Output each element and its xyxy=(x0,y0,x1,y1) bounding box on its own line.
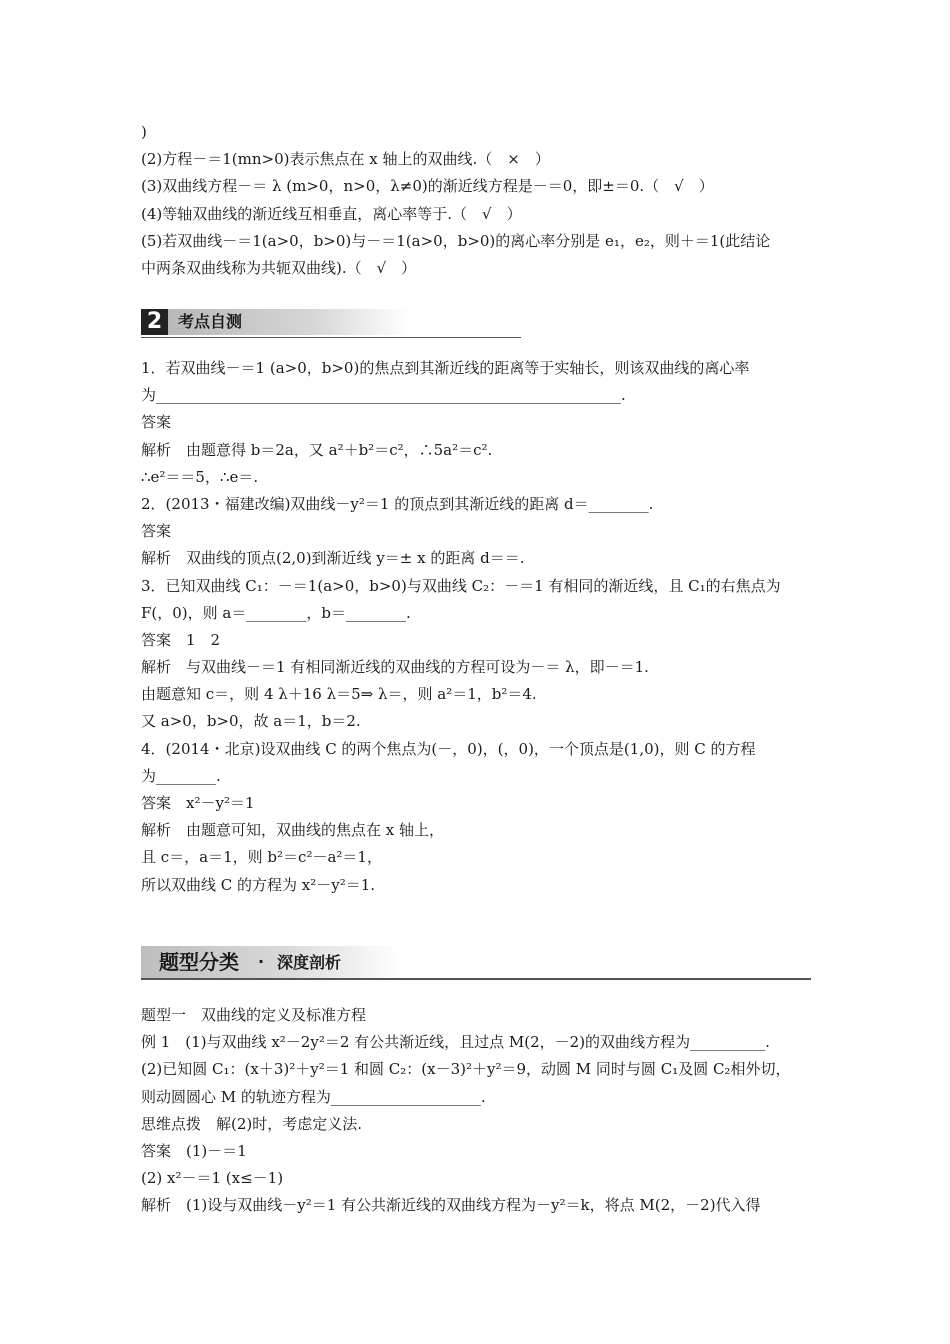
exercise-line: 4．(2014・北京)设双曲线 C 的两个焦点为(－，0)，(，0)，一个顶点是(1,0)，则 C 的方程 xyxy=(141,739,756,758)
section-separator-dot: · xyxy=(258,952,265,971)
exercise-line: 3．已知双曲线 C₁：－＝1(a>0，b>0)与双曲线 C₂：－＝1 有相同的渐近线，且 C₁的右焦点为 xyxy=(141,576,781,595)
content-line: (2) x²－＝1 (x≤－1) xyxy=(141,1169,284,1188)
exercise-line: 1．若双曲线－＝1 (a>0，b>0)的焦点到其渐近线的距离等于实轴长，则该双曲线的离心率 xyxy=(141,359,750,377)
exercise-line: 答案 x²－y²＝1 xyxy=(141,794,255,812)
exercise-line: 答案 1 2 xyxy=(141,630,221,649)
section-subtitle: 深度剖析 xyxy=(277,953,342,972)
exercise-line: 为______________________________________________________________. xyxy=(141,386,626,405)
content-line: 则动圆圆心 M 的轨迹方程为____________________. xyxy=(141,1087,486,1106)
exercise-line: ∴e²＝＝5，∴e＝. xyxy=(141,467,259,486)
self-test-exercises xyxy=(141,355,813,899)
judge-line: 中两条双曲线称为共轭双曲线).（ √ ） xyxy=(141,258,417,277)
content-line: 解析 (1)设与双曲线－y²＝1 有公共渐近线的双曲线方程为－y²＝k，将点 M(2，－2)代入得 xyxy=(141,1196,761,1215)
section-number: 2 xyxy=(141,309,168,335)
content-line: 答案 (1)－＝1 xyxy=(141,1141,247,1160)
judgement-list xyxy=(141,119,813,282)
exercise-line: 解析 由题意可知，双曲线的焦点在 x 轴上， xyxy=(141,821,444,840)
judge-line: (2)方程－＝1(mn>0)表示焦点在 x 轴上的双曲线.（ × ） xyxy=(141,150,550,169)
content-line: (2)已知圆 C₁：(x＋3)²＋y²＝1 和圆 C₂：(x－3)²＋y²＝9，动圆 M 同时与圆 C₁及圆 C₂相外切， xyxy=(141,1060,791,1079)
judge-line: (4)等轴双曲线的渐近线互相垂直，离心率等于.（ √ ） xyxy=(141,204,522,223)
content-line: 思维点拨 解(2)时，考虑定义法. xyxy=(141,1114,363,1133)
exercise-line: 解析 与双曲线－＝1 有相同渐近线的双曲线的方程可设为－＝ λ，即－＝1. xyxy=(141,658,649,677)
judge-line: (5)若双曲线－＝1(a>0，b>0)与－＝1(a>0，b>0)的离心率分别是 e₁，e₂，则＋＝1(此结论 xyxy=(141,231,771,250)
section-header-self-test xyxy=(141,307,521,338)
section-header-type-analysis xyxy=(141,946,811,980)
exercise-line: 答案 xyxy=(141,522,172,541)
section-title: 考点自测 xyxy=(168,309,408,335)
exercise-line: 且 c＝，a＝1，则 b²＝c²－a²＝1， xyxy=(141,848,382,867)
section-title: 题型分类 xyxy=(159,950,239,974)
judge-line: (3)双曲线方程－＝ λ (m>0，n>0，λ≠0)的渐近线方程是－＝0，即±＝0.（ √ ） xyxy=(141,177,714,196)
exercise-line: 解析 由题意得 b＝2a，又 a²＋b²＝c²，∴5a²＝c². xyxy=(141,440,493,459)
exercise-line: 答案 xyxy=(141,413,172,432)
exercise-line: 解析 双曲线的顶点(2,0)到渐近线 y＝± x 的距离 d＝＝. xyxy=(141,549,525,568)
content-line: 例 1 (1)与双曲线 x²－2y²＝2 有公共渐近线，且过点 M(2，－2)的双曲线方程为__________. xyxy=(141,1033,770,1052)
judge-line: ) xyxy=(141,123,147,141)
exercise-line: 为________. xyxy=(141,766,221,785)
exercise-line: F(，0)，则 a＝________，b＝________. xyxy=(141,603,411,622)
content-line: 题型一 双曲线的定义及标准方程 xyxy=(141,1006,367,1024)
exercise-line: 由题意知 c＝，则 4 λ＋16 λ＝5⇒ λ＝，则 a²＝1，b²＝4. xyxy=(141,685,537,704)
type-analysis-content xyxy=(141,1002,813,1220)
exercise-line: 所以双曲线 C 的方程为 x²－y²＝1. xyxy=(141,875,376,894)
exercise-line: 2．(2013・福建改编)双曲线－y²＝1 的顶点到其渐近线的距离 d＝________. xyxy=(141,494,654,513)
exercise-line: 又 a>0，b>0，故 a＝1，b＝2. xyxy=(141,712,361,731)
